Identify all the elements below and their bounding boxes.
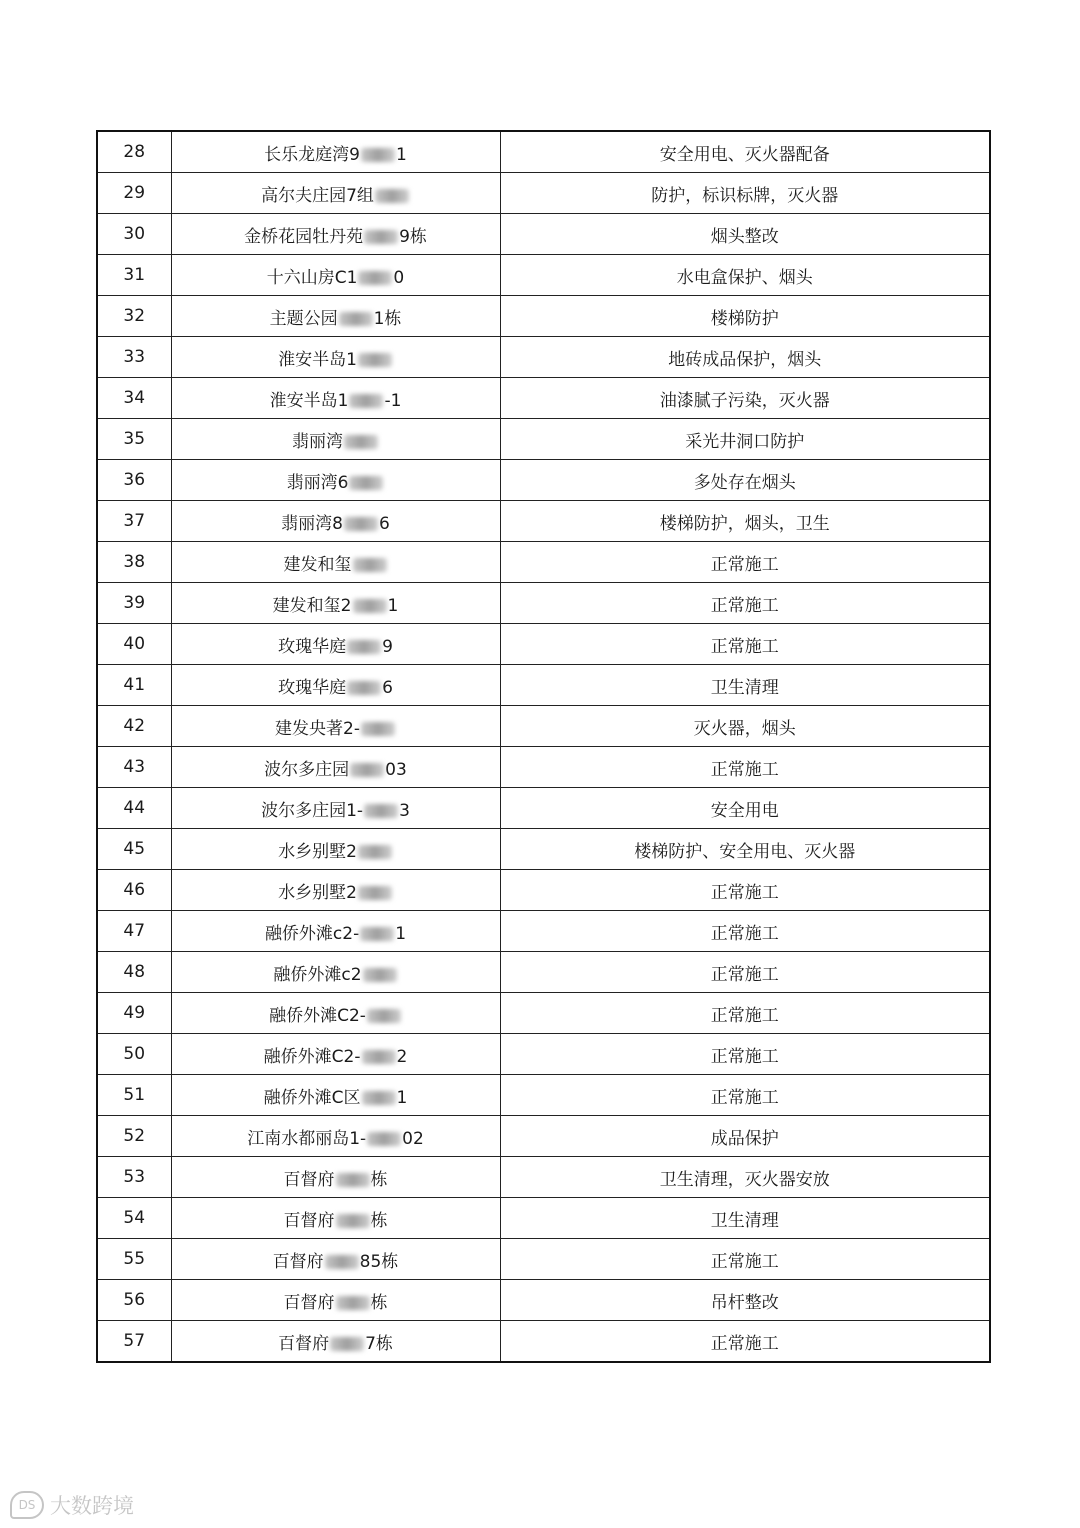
redacted-blur — [347, 681, 381, 695]
location-suffix: 栋 — [370, 1169, 388, 1190]
table-row — [97, 1157, 990, 1198]
redacted-blur — [367, 1009, 401, 1023]
row-number: 53 — [97, 1157, 171, 1198]
redacted-blur — [358, 271, 392, 285]
table-row — [97, 788, 990, 829]
location-cell — [171, 829, 500, 870]
location-text: 波尔多庄园 — [264, 759, 350, 780]
location-cell — [171, 131, 500, 173]
location-cell — [171, 1280, 500, 1321]
location-cell — [171, 1034, 500, 1075]
location-cell — [171, 583, 500, 624]
issue-cell: 防护，标识标牌，灭火器 — [500, 173, 990, 214]
issue-cell: 成品保护 — [500, 1116, 990, 1157]
row-number: 42 — [97, 706, 171, 747]
redacted-blur — [344, 435, 378, 449]
location-text: 十六山房C1 — [266, 267, 358, 288]
location-cell — [171, 624, 500, 665]
location-text: 百督府 — [283, 1210, 335, 1231]
redacted-blur — [358, 845, 392, 859]
location-cell — [171, 952, 500, 993]
location-cell — [171, 665, 500, 706]
table-row — [97, 952, 990, 993]
row-number: 41 — [97, 665, 171, 706]
table-row — [97, 214, 990, 255]
location-text: 淮安半岛1 — [269, 390, 349, 411]
location-text: 玫瑰华庭 — [278, 636, 347, 657]
table-row — [97, 173, 990, 214]
table-row — [97, 131, 990, 173]
row-number: 40 — [97, 624, 171, 665]
location-cell — [171, 173, 500, 214]
table-row — [97, 1321, 990, 1363]
location-text: 水乡别墅2 — [278, 841, 357, 862]
issue-cell: 正常施工 — [500, 1321, 990, 1363]
location-text: 主题公园 — [269, 308, 338, 329]
table-body — [97, 131, 990, 1362]
issue-cell: 楼梯防护，烟头，卫生 — [500, 501, 990, 542]
location-cell — [171, 706, 500, 747]
location-cell — [171, 1075, 500, 1116]
table-row — [97, 378, 990, 419]
row-number: 57 — [97, 1321, 171, 1363]
table-row — [97, 1034, 990, 1075]
location-cell — [171, 378, 500, 419]
issue-cell: 楼梯防护 — [500, 296, 990, 337]
row-number: 49 — [97, 993, 171, 1034]
redacted-blur — [344, 517, 378, 531]
location-suffix: 6 — [379, 513, 390, 534]
issue-cell: 正常施工 — [500, 542, 990, 583]
row-number: 30 — [97, 214, 171, 255]
location-text: 翡丽湾6 — [286, 472, 349, 493]
table-row — [97, 255, 990, 296]
issue-cell: 灭火器，烟头 — [500, 706, 990, 747]
table-row — [97, 870, 990, 911]
location-cell — [171, 1239, 500, 1280]
issue-cell: 正常施工 — [500, 583, 990, 624]
redacted-blur — [347, 640, 381, 654]
redacted-blur — [336, 1296, 370, 1310]
inspection-table — [96, 130, 991, 1363]
location-text: 百督府 — [283, 1169, 335, 1190]
table-row — [97, 665, 990, 706]
table-row — [97, 419, 990, 460]
issue-cell: 烟头整改 — [500, 214, 990, 255]
row-number: 44 — [97, 788, 171, 829]
issue-cell: 采光井洞口防护 — [500, 419, 990, 460]
location-text: 建发和玺2 — [272, 595, 352, 616]
issue-cell: 安全用电、灭火器配备 — [500, 131, 990, 173]
row-number: 37 — [97, 501, 171, 542]
table-row — [97, 1116, 990, 1157]
table-row — [97, 296, 990, 337]
table-row — [97, 501, 990, 542]
table-row — [97, 583, 990, 624]
issue-cell: 正常施工 — [500, 624, 990, 665]
redacted-blur — [325, 1255, 359, 1269]
location-cell — [171, 993, 500, 1034]
issue-cell: 水电盒保护、烟头 — [500, 255, 990, 296]
row-number: 36 — [97, 460, 171, 501]
table-row — [97, 624, 990, 665]
location-text: 百督府 — [278, 1333, 330, 1354]
location-suffix: 1栋 — [373, 308, 402, 329]
table-row — [97, 1198, 990, 1239]
table-row — [97, 1280, 990, 1321]
redacted-blur — [367, 1132, 401, 1146]
location-text: 融侨外滩c2 — [273, 964, 362, 985]
row-number: 56 — [97, 1280, 171, 1321]
location-text: 融侨外滩c2- — [264, 923, 360, 944]
location-text: 翡丽湾 — [292, 431, 343, 452]
location-text: 长乐龙庭湾9 — [264, 144, 360, 165]
location-suffix: 栋 — [370, 1292, 388, 1313]
row-number: 54 — [97, 1198, 171, 1239]
location-suffix: 9 — [382, 636, 393, 657]
location-text: 水乡别墅2 — [278, 882, 357, 903]
watermark-text: 大数跨境 — [50, 1494, 134, 1518]
location-cell — [171, 542, 500, 583]
row-number: 38 — [97, 542, 171, 583]
location-text: 融侨外滩C2- — [263, 1046, 361, 1067]
location-cell — [171, 1198, 500, 1239]
location-cell — [171, 747, 500, 788]
issue-cell: 吊杆整改 — [500, 1280, 990, 1321]
location-cell — [171, 870, 500, 911]
location-cell — [171, 337, 500, 378]
redacted-blur — [364, 804, 398, 818]
row-number: 48 — [97, 952, 171, 993]
row-number: 33 — [97, 337, 171, 378]
issue-cell: 卫生清理 — [500, 1198, 990, 1239]
row-number: 34 — [97, 378, 171, 419]
location-suffix: 6 — [382, 677, 393, 698]
redacted-blur — [330, 1337, 364, 1351]
issue-cell: 正常施工 — [500, 1034, 990, 1075]
table-row — [97, 1075, 990, 1116]
redacted-blur — [361, 722, 395, 736]
table-row — [97, 542, 990, 583]
location-suffix: 03 — [385, 759, 407, 780]
watermark-logo-icon: DS — [10, 1491, 44, 1519]
location-text: 百督府 — [283, 1292, 335, 1313]
location-suffix: 85栋 — [359, 1251, 399, 1272]
table-row — [97, 1239, 990, 1280]
location-text: 翡丽湾8 — [281, 513, 343, 534]
issue-cell: 正常施工 — [500, 747, 990, 788]
location-cell — [171, 255, 500, 296]
row-number: 32 — [97, 296, 171, 337]
row-number: 39 — [97, 583, 171, 624]
location-suffix: 2 — [396, 1046, 408, 1067]
redacted-blur — [363, 968, 397, 982]
location-text: 百督府 — [272, 1251, 324, 1272]
table-row — [97, 911, 990, 952]
redacted-blur — [353, 558, 387, 572]
redacted-blur — [364, 230, 398, 244]
location-cell — [171, 501, 500, 542]
location-text: 融侨外滩C2- — [269, 1005, 366, 1026]
location-cell — [171, 1157, 500, 1198]
location-suffix: 9栋 — [399, 226, 427, 247]
issue-cell: 卫生清理 — [500, 665, 990, 706]
redacted-blur — [362, 1050, 396, 1064]
table-row — [97, 706, 990, 747]
row-number: 50 — [97, 1034, 171, 1075]
location-suffix: 栋 — [370, 1210, 388, 1231]
row-number: 35 — [97, 419, 171, 460]
redacted-blur — [349, 476, 383, 490]
location-suffix: 1 — [396, 1087, 408, 1108]
location-suffix: 0 — [393, 267, 405, 288]
redacted-blur — [360, 927, 394, 941]
issue-cell: 正常施工 — [500, 870, 990, 911]
issue-cell: 油漆腻子污染，灭火器 — [500, 378, 990, 419]
issue-cell: 正常施工 — [500, 911, 990, 952]
redacted-blur — [358, 353, 392, 367]
redacted-blur — [375, 189, 409, 203]
location-cell — [171, 419, 500, 460]
redacted-blur — [336, 1214, 370, 1228]
location-text: 波尔多庄园1- — [261, 800, 364, 821]
location-text: 淮安半岛1 — [278, 349, 357, 370]
redacted-blur — [350, 763, 384, 777]
row-number: 28 — [97, 131, 171, 173]
location-cell — [171, 296, 500, 337]
location-cell — [171, 460, 500, 501]
row-number: 55 — [97, 1239, 171, 1280]
issue-cell: 安全用电 — [500, 788, 990, 829]
redacted-blur — [339, 312, 373, 326]
location-suffix: 1 — [387, 595, 399, 616]
location-cell — [171, 214, 500, 255]
location-suffix: 7栋 — [365, 1333, 393, 1354]
row-number: 31 — [97, 255, 171, 296]
row-number: 51 — [97, 1075, 171, 1116]
table-row — [97, 460, 990, 501]
row-number: 45 — [97, 829, 171, 870]
redacted-blur — [362, 1091, 396, 1105]
issue-cell: 楼梯防护、安全用电、灭火器 — [500, 829, 990, 870]
location-cell — [171, 788, 500, 829]
location-text: 建发央著2- — [275, 718, 360, 739]
location-cell — [171, 1116, 500, 1157]
redacted-blur — [353, 599, 387, 613]
issue-cell: 正常施工 — [500, 952, 990, 993]
location-suffix: 1 — [396, 144, 407, 165]
redacted-blur — [358, 886, 392, 900]
location-text: 建发和玺 — [283, 554, 352, 575]
issue-cell: 多处存在烟头 — [500, 460, 990, 501]
location-text: 江南水都丽岛1- — [247, 1128, 367, 1149]
location-text: 高尔夫庄园7组 — [261, 185, 374, 206]
issue-cell: 正常施工 — [500, 993, 990, 1034]
issue-cell: 地砖成品保护，烟头 — [500, 337, 990, 378]
location-cell — [171, 1321, 500, 1363]
issue-cell: 卫生清理，灭火器安放 — [500, 1157, 990, 1198]
table-row — [97, 829, 990, 870]
row-number: 29 — [97, 173, 171, 214]
table-row — [97, 747, 990, 788]
table-row — [97, 993, 990, 1034]
location-suffix: 02 — [402, 1128, 424, 1149]
watermark — [10, 1490, 134, 1520]
issue-cell: 正常施工 — [500, 1075, 990, 1116]
location-text: 金桥花园牡丹苑 — [244, 226, 364, 247]
location-text: 融侨外滩C区 — [263, 1087, 361, 1108]
location-suffix: 1 — [395, 923, 407, 944]
location-suffix: -1 — [384, 390, 402, 411]
location-cell — [171, 911, 500, 952]
row-number: 47 — [97, 911, 171, 952]
issue-cell: 正常施工 — [500, 1239, 990, 1280]
row-number: 46 — [97, 870, 171, 911]
redacted-blur — [336, 1173, 370, 1187]
redacted-blur — [361, 148, 395, 162]
redacted-blur — [349, 394, 383, 408]
row-number: 52 — [97, 1116, 171, 1157]
location-suffix: 3 — [399, 800, 410, 821]
row-number: 43 — [97, 747, 171, 788]
location-text: 玫瑰华庭 — [278, 677, 347, 698]
table-row — [97, 337, 990, 378]
